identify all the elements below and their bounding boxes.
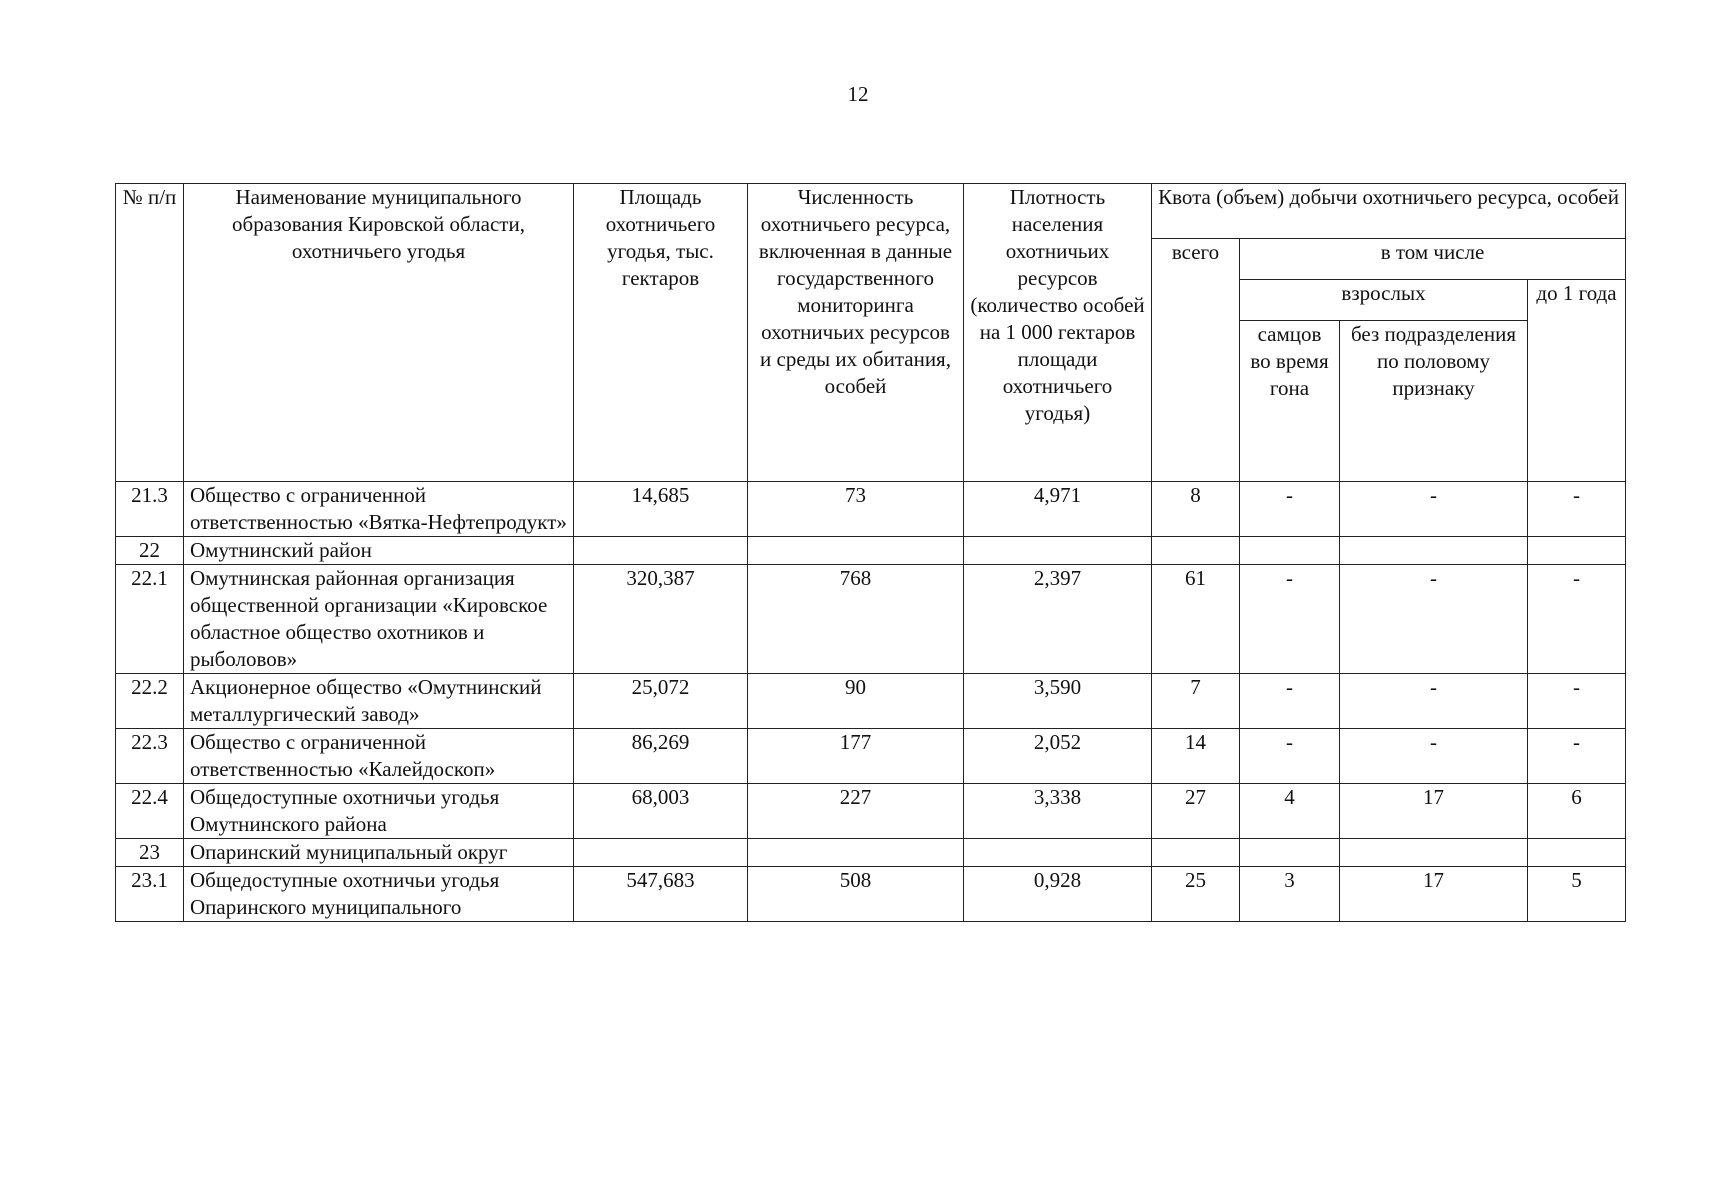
cell-no-sex: 17: [1340, 784, 1528, 839]
cell-under1: -: [1528, 729, 1626, 784]
header-quota: Квота (объем) добычи охотничьего ресурса, особей: [1152, 184, 1626, 239]
cell-males-rut: -: [1240, 565, 1340, 674]
cell-count: 73: [748, 482, 964, 537]
cell-males-rut: -: [1240, 482, 1340, 537]
cell-area: 320,387: [574, 565, 748, 674]
cell-no-sex: 17: [1340, 867, 1528, 922]
cell-num: 22: [116, 537, 184, 565]
cell-total: [1152, 839, 1240, 867]
cell-density: [964, 839, 1152, 867]
header-density: Плотность населения охотничьих ресурсов (количество особей на 1 000 гектаров площади охотничьего угодья): [964, 184, 1152, 482]
cell-count: 177: [748, 729, 964, 784]
cell-area: 14,685: [574, 482, 748, 537]
cell-num: 22.2: [116, 674, 184, 729]
table-row: [116, 565, 1626, 674]
table-row: [116, 482, 1626, 537]
cell-no-sex: -: [1340, 482, 1528, 537]
cell-total: 7: [1152, 674, 1240, 729]
cell-males-rut: 3: [1240, 867, 1340, 922]
cell-total: 14: [1152, 729, 1240, 784]
cell-area: 86,269: [574, 729, 748, 784]
cell-under1: -: [1528, 565, 1626, 674]
header-area: Площадь охотничьего угодья, тыс. гектаров: [574, 184, 748, 482]
header-adults: взрослых: [1240, 280, 1528, 321]
table-row: [116, 867, 1626, 922]
cell-density: 3,590: [964, 674, 1152, 729]
cell-num: 23.1: [116, 867, 184, 922]
cell-name: Омутнинский район: [184, 537, 574, 565]
cell-total: 25: [1152, 867, 1240, 922]
header-name: Наименование муниципального образования Кировской области, охотничьего угодья: [184, 184, 574, 482]
cell-no-sex: [1340, 839, 1528, 867]
table-body: [116, 482, 1626, 922]
header-no-sex: без подразделения по половому признаку: [1340, 321, 1528, 482]
cell-under1: -: [1528, 482, 1626, 537]
cell-under1: 6: [1528, 784, 1626, 839]
cell-density: 2,052: [964, 729, 1152, 784]
cell-density: 0,928: [964, 867, 1152, 922]
table-header: [116, 184, 1626, 482]
cell-area: [574, 839, 748, 867]
table-row: [116, 729, 1626, 784]
cell-num: 23: [116, 839, 184, 867]
quota-table: [115, 183, 1626, 922]
cell-density: 3,338: [964, 784, 1152, 839]
cell-count: [748, 839, 964, 867]
cell-name: Опаринский муниципальный округ: [184, 839, 574, 867]
cell-name: Общедоступные охотничьи угодья Опаринского муниципального: [184, 867, 574, 922]
cell-count: 90: [748, 674, 964, 729]
cell-area: 68,003: [574, 784, 748, 839]
table-row: [116, 839, 1626, 867]
cell-count: [748, 537, 964, 565]
cell-name: Омутнинская районная организация общественной организации «Кировское областное общество охотников и рыболовов»: [184, 565, 574, 674]
cell-males-rut: [1240, 839, 1340, 867]
cell-name: Общедоступные охотничьи угодья Омутнинского района: [184, 784, 574, 839]
table-row: [116, 537, 1626, 565]
cell-no-sex: -: [1340, 565, 1528, 674]
cell-num: 22.4: [116, 784, 184, 839]
cell-under1: [1528, 537, 1626, 565]
cell-name: Акционерное общество «Омутнинский металлургический завод»: [184, 674, 574, 729]
table-row: [116, 784, 1626, 839]
cell-total: [1152, 537, 1240, 565]
cell-density: 4,971: [964, 482, 1152, 537]
cell-count: 227: [748, 784, 964, 839]
cell-count: 768: [748, 565, 964, 674]
page-number: 12: [847, 82, 869, 106]
cell-males-rut: -: [1240, 674, 1340, 729]
cell-area: 25,072: [574, 674, 748, 729]
cell-count: 508: [748, 867, 964, 922]
table-row: [116, 674, 1626, 729]
cell-under1: [1528, 839, 1626, 867]
cell-no-sex: -: [1340, 729, 1528, 784]
cell-under1: -: [1528, 674, 1626, 729]
cell-total: 8: [1152, 482, 1240, 537]
header-num: № п/п: [116, 184, 184, 482]
cell-density: [964, 537, 1152, 565]
header-count: Численность охотничьего ресурса, включенная в данные государственного мониторинга охотничьих ресурсов и среды их обитания, особей: [748, 184, 964, 482]
cell-no-sex: -: [1340, 674, 1528, 729]
cell-no-sex: [1340, 537, 1528, 565]
cell-density: 2,397: [964, 565, 1152, 674]
cell-total: 61: [1152, 565, 1240, 674]
cell-name: Общество с ограниченной ответственностью «Вятка-Нефтепродукт»: [184, 482, 574, 537]
header-under1: до 1 года: [1528, 280, 1626, 482]
cell-males-rut: 4: [1240, 784, 1340, 839]
cell-area: 547,683: [574, 867, 748, 922]
cell-name: Общество с ограниченной ответственностью «Калейдоскоп»: [184, 729, 574, 784]
cell-males-rut: [1240, 537, 1340, 565]
cell-males-rut: -: [1240, 729, 1340, 784]
cell-num: 21.3: [116, 482, 184, 537]
header-including: в том числе: [1240, 239, 1626, 280]
header-males-rut: самцов во время гона: [1240, 321, 1340, 482]
cell-under1: 5: [1528, 867, 1626, 922]
cell-num: 22.3: [116, 729, 184, 784]
cell-area: [574, 537, 748, 565]
header-total: всего: [1152, 239, 1240, 482]
cell-total: 27: [1152, 784, 1240, 839]
cell-num: 22.1: [116, 565, 184, 674]
